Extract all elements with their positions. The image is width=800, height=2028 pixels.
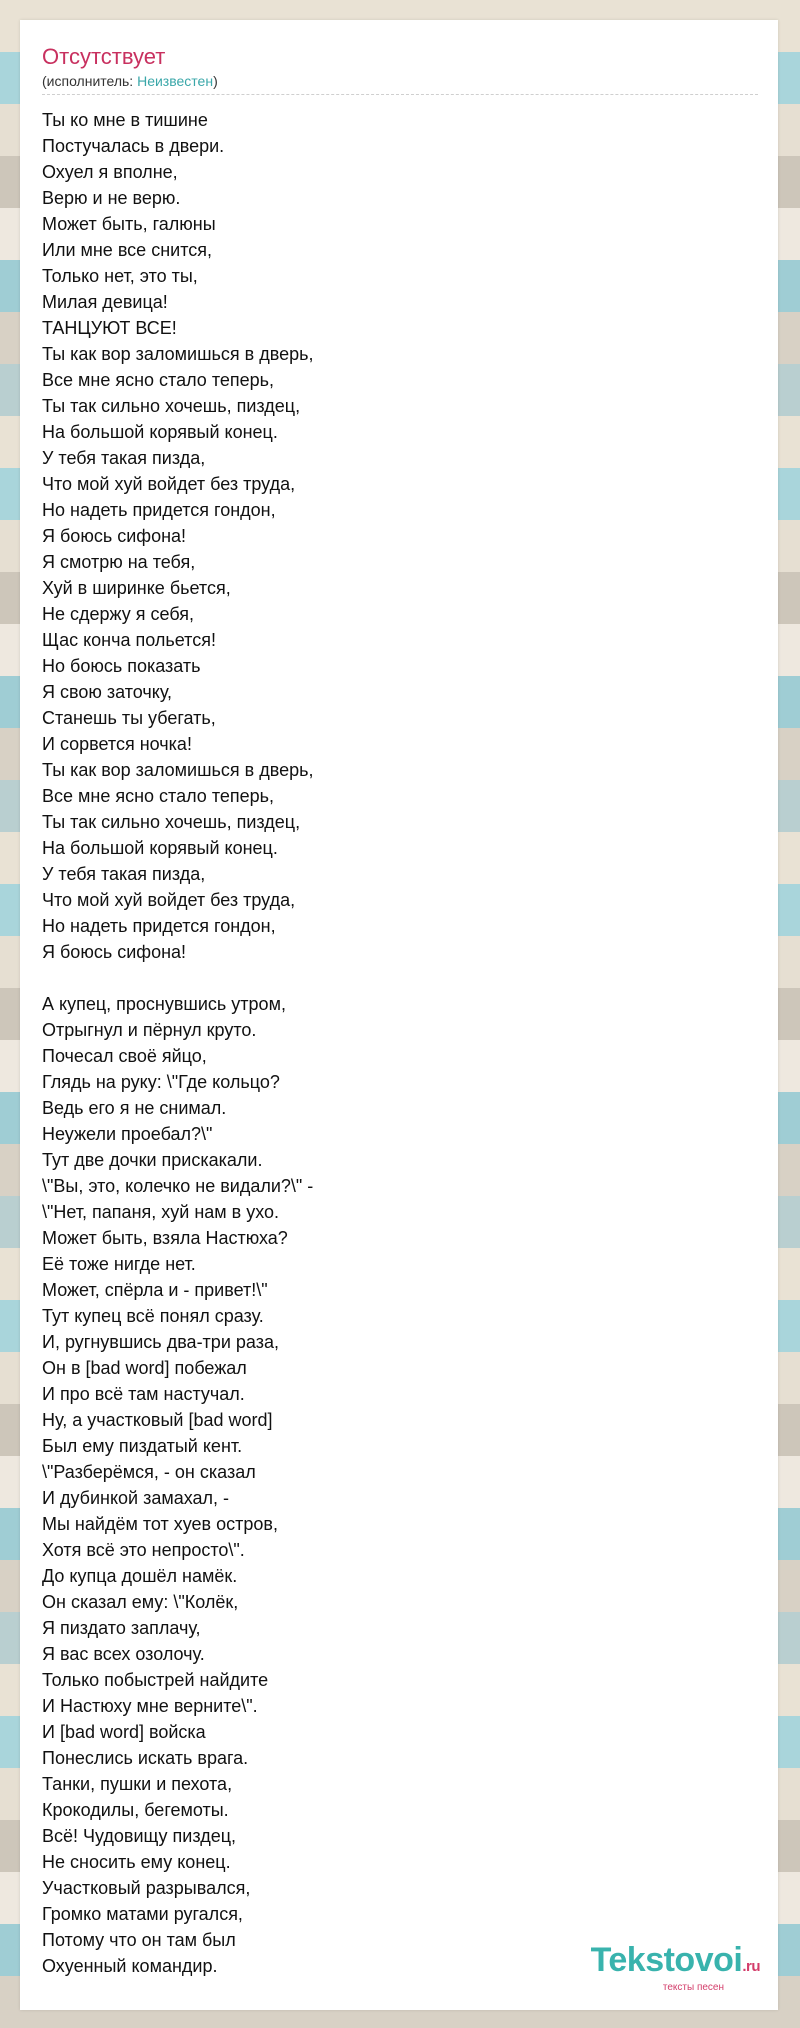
lyric-line: Отрыгнул и пёрнул круто.	[42, 1020, 257, 1040]
lyric-line: Охуел я вполне,	[42, 162, 178, 182]
lyric-line: Только нет, это ты,	[42, 266, 198, 286]
lyric-line: И, ругнувшись два-три раза,	[42, 1332, 279, 1352]
lyric-line: Не сносить ему конец.	[42, 1852, 231, 1872]
lyric-line: \"Вы, это, колечко не видали?\" -	[42, 1176, 314, 1196]
lyric-line: На большой корявый конец.	[42, 838, 278, 858]
lyric-line: Хуй в ширинке бьется,	[42, 578, 231, 598]
lyric-line: Участковый разрывался,	[42, 1878, 251, 1898]
lyric-line: И Настюху мне верните\".	[42, 1696, 258, 1716]
lyric-line: У тебя такая пизда,	[42, 448, 206, 468]
lyric-line: Ты как вор заломишься в дверь,	[42, 344, 314, 364]
lyric-line: Может быть, галюны	[42, 214, 216, 234]
lyric-line: Я вас всех озолочу.	[42, 1644, 205, 1664]
lyric-line: Станешь ты убегать,	[42, 708, 216, 728]
lyric-line: А купец, проснувшись утром,	[42, 994, 286, 1014]
lyric-line: Хотя всё это непросто\".	[42, 1540, 245, 1560]
lyric-line: Он в [bad word] побежал	[42, 1358, 247, 1378]
lyrics-card	[20, 20, 778, 2010]
lyric-line: Всё! Чудовищу пиздец,	[42, 1826, 237, 1846]
lyric-line: Её тоже нигде нет.	[42, 1254, 196, 1274]
lyric-line: Но боюсь показать	[42, 656, 201, 676]
lyric-line: Был ему пиздатый кент.	[42, 1436, 243, 1456]
artist-link[interactable]: Неизвестен	[137, 73, 214, 89]
lyric-line: Щас конча польется!	[42, 630, 216, 650]
lyric-line: Что мой хуй войдет без труда,	[42, 890, 296, 910]
lyric-line: Крокодилы, бегемоты.	[42, 1800, 229, 1820]
lyric-line: Постучалась в двери.	[42, 136, 225, 156]
lyric-line: Или мне все снится,	[42, 240, 212, 260]
song-title: Отсутствует	[42, 44, 166, 69]
artist-prefix: (исполнитель:	[42, 73, 138, 89]
lyric-line: Ведь его я не снимал.	[42, 1098, 227, 1118]
lyric-line: Ты так сильно хочешь, пиздец,	[42, 396, 301, 416]
artist-suffix: )	[213, 73, 218, 89]
lyric-line: Неужели проебал?\"	[42, 1124, 213, 1144]
lyric-line: Я боюсь сифона!	[42, 526, 187, 546]
lyric-line: Я пиздато заплачу,	[42, 1618, 201, 1638]
lyrics-text	[42, 107, 742, 1979]
artist-line	[42, 73, 758, 95]
lyric-line: Я смотрю на тебя,	[42, 552, 196, 572]
lyric-line: И [bad word] войска	[42, 1722, 206, 1742]
lyric-line: \"Разберёмся, - он сказал	[42, 1462, 256, 1482]
lyric-line: \"Нет, папаня, хуй нам в ухо.	[42, 1202, 280, 1222]
lyric-line: Милая девица!	[42, 292, 168, 312]
lyric-line: Ты ко мне в тишине	[42, 110, 208, 130]
lyric-line: Верю и не верю.	[42, 188, 181, 208]
lyric-line: Все мне ясно стало теперь,	[42, 786, 275, 806]
lyric-line: Что мой хуй войдет без труда,	[42, 474, 296, 494]
site-logo[interactable]	[560, 1941, 760, 1994]
lyric-line: Мы найдём тот хуев остров,	[42, 1514, 278, 1534]
lyric-line: Громко матами ругался,	[42, 1904, 243, 1924]
lyric-line: Только побыстрей найдите	[42, 1670, 269, 1690]
logo-wordmark: Tekstovoi	[590, 1941, 743, 1979]
stanza-break	[42, 965, 742, 991]
lyric-line: Ты так сильно хочешь, пиздец,	[42, 812, 301, 832]
lyric-line: Ты как вор заломишься в дверь,	[42, 760, 314, 780]
lyric-line: Глядь на руку: \"Где кольцо?	[42, 1072, 280, 1092]
lyric-line: Тут купец всё понял сразу.	[42, 1306, 264, 1326]
lyric-line: У тебя такая пизда,	[42, 864, 206, 884]
lyric-line: Может, спёрла и - привет!\"	[42, 1280, 268, 1300]
lyric-line: Но надеть придется гондон,	[42, 500, 276, 520]
lyric-line: Охуенный командир.	[42, 1956, 218, 1976]
lyric-line: Тут две дочки прискакали.	[42, 1150, 263, 1170]
lyric-line: Все мне ясно стало теперь,	[42, 370, 275, 390]
lyric-line: И сорвется ночка!	[42, 734, 192, 754]
lyric-line: Может быть, взяла Настюха?	[42, 1228, 288, 1248]
logo-tld: .ru	[742, 1958, 760, 1975]
lyric-line: Почесал своё яйцо,	[42, 1046, 207, 1066]
lyric-line: Не сдержу я себя,	[42, 604, 194, 624]
lyric-line: Потому что он там был	[42, 1930, 236, 1950]
lyric-line: Он сказал ему: \"Колёк,	[42, 1592, 239, 1612]
lyric-line: Но надеть придется гондон,	[42, 916, 276, 936]
lyric-line: Ну, а участковый [bad word]	[42, 1410, 273, 1430]
logo-tagline: тексты песен	[662, 1982, 724, 1993]
lyric-line: Я боюсь сифона!	[42, 942, 187, 962]
lyric-line: Я свою заточку,	[42, 682, 173, 702]
lyric-line: Понеслись искать врага.	[42, 1748, 249, 1768]
lyric-line: На большой корявый конец.	[42, 422, 278, 442]
lyric-line: И дубинкой замахал, -	[42, 1488, 230, 1508]
lyric-line: До купца дошёл намёк.	[42, 1566, 238, 1586]
lyric-line: ТАНЦУЮТ ВСЕ!	[42, 318, 177, 338]
lyric-line: И про всё там настучал.	[42, 1384, 245, 1404]
lyric-line: Танки, пушки и пехота,	[42, 1774, 233, 1794]
